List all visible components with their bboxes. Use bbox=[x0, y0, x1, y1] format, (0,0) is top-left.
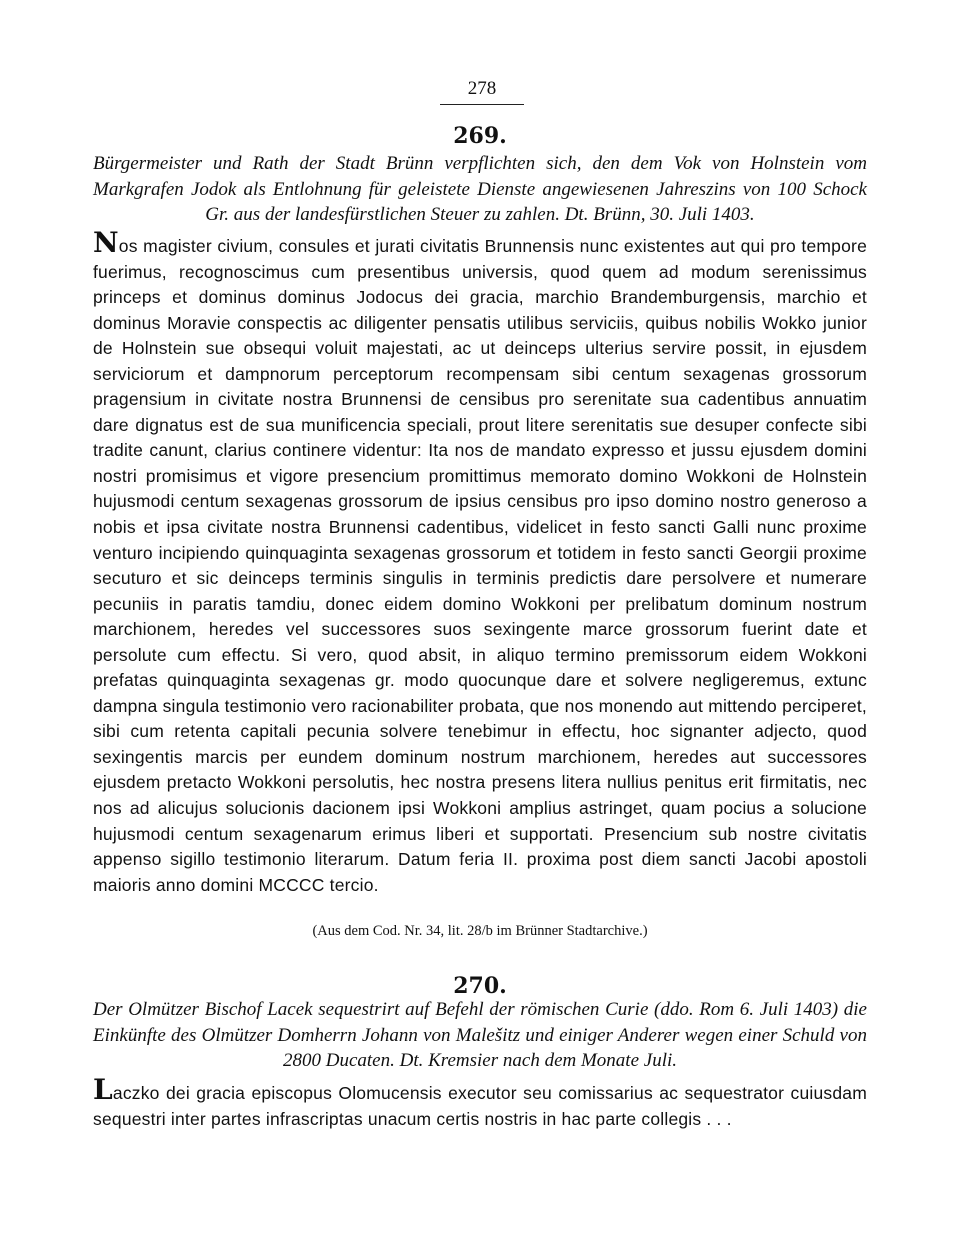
document-text-270 bbox=[93, 1073, 867, 1132]
regest-270: Der Olmützer Bischof Lacek sequestrirt auf Befehl der römischen Curie (ddo. Rom 6. Juli 1403) die Einkünfte des Olmützer Domherrn Johann von Malešitz und einiger Anderer wegen einer Schuld von 2800 Ducaten. Dt. Kremsier nach dem Monate Juli. bbox=[93, 999, 867, 1072]
regest-269: Bürgermeister und Rath der Stadt Brünn verpflichten sich, den dem Vok von Holnstein vom Markgrafen Jodok als Entlohnung für geleistete Dienste angewiesenen Jahreszins von 100 Schock Gr. aus der landesfürstlichen Steuer zu zahlen. Dt. Brünn, 30. Juli 1403. bbox=[93, 153, 867, 226]
document-text-269 bbox=[93, 226, 867, 898]
document-number-269: 269. bbox=[453, 123, 507, 149]
initial-letter-269: N bbox=[93, 226, 119, 259]
source-note-269: (Aus dem Cod. Nr. 34, lit. 28/b im Brünner Stadtarchive.) bbox=[312, 923, 648, 939]
document-text-270-body: aczko dei gracia episcopus Olomucensis executor seu comissarius ac sequestrator cuiusdam sequestri inter partes infrascriptas unacum certis nostris in hac parte collegis . . . bbox=[93, 1083, 867, 1129]
page-number: 278 bbox=[467, 78, 497, 99]
page-number-rule bbox=[440, 104, 524, 105]
document-text-269-body: os magister civium, consules et jurati civitatis Brunnensis nunc existentes aut qui pro tempore fuerimus, recognoscimus cum presentibus universis, quod quem ad modum serenissimus princeps et dominus dominus Jodocus dei gracia, marchio Brandemburgensis, marchio et dominus Moravie conspectis ac diligenter pensatis utilibus serviciis, quibus nobilis Wokko junior de Holnstein sue obsequi voluit majestati, ac ut deinceps ulterius servire possit, in ejusdem serviciorum et dampnorum perceptorum recompensam sibi centum sexagenas grossorum pragensium in civitate nostra Brunnensi de censibus pro serenitate sua cadentibus annuatim dare dignatus est de sua munificencia speciali, prout litere serenitatis sue desuper confecte sibi tradite canunt, clarius continere videntur: Ita nos de mandato expresso et jussu ejusdem domini nostri promisimus et vigore presencium promittimus memorato domino Wokkoni de Holnstein hujusmodi centum sexagenas grossorum de ipsius censibus pro ipso domino nostro generoso a nobis et ipsa civitate nostra Brunnensi cadentibus, videlicet in festo sancti Galli nunc proxime venturo incipiendo quinquaginta sexagenas grossorum et totidem in festo sancti Georgii proxime secuturo et sic deinceps terminis singulis in terminis predictis dare persolvere et numerare pecuniis in paratis tamdiu, donec eidem domino Wokkoni per prelibatum dominum nostrum marchionem, heredes vel successores suos sexingente marce grossorum fuerint date et persolute cum effectu. Si vero, quod absit, in aliquo termino premissorum eidem Wokkoni prefatas quinquaginta sexagenas gr. modo quocunque dare et solvere negligeremus, extunc dampna singula testimonio vero racionabiliter probata, que nos monendo aut mittendo perciperet, sibi cum retenta capitali pecunia solvere tenebimur in effectu, hoc signanter adjecto, quod sexingentis marcis per eundem dominum nostrum marchionem, heredes aut successores ejusdem pretacto Wokkoni persolutis, hec nostra presens litera nullius penitus erit firmitatis, nec nos ad alicujus solucionis dacionem ipsi Wokkoni amplius astringet, quam pocius a solucione hujusmodi centum sexagenarum erimus liberi et supportati. Presencium sub nostre civitatis appenso sigillo testimonio literarum. Datum feria II. proxima post diem sancti Jacobi apostoli maioris anno domini MCCCC tercio. bbox=[93, 236, 867, 895]
initial-letter-270: L bbox=[93, 1073, 113, 1106]
document-number-270: 270. bbox=[453, 973, 507, 999]
